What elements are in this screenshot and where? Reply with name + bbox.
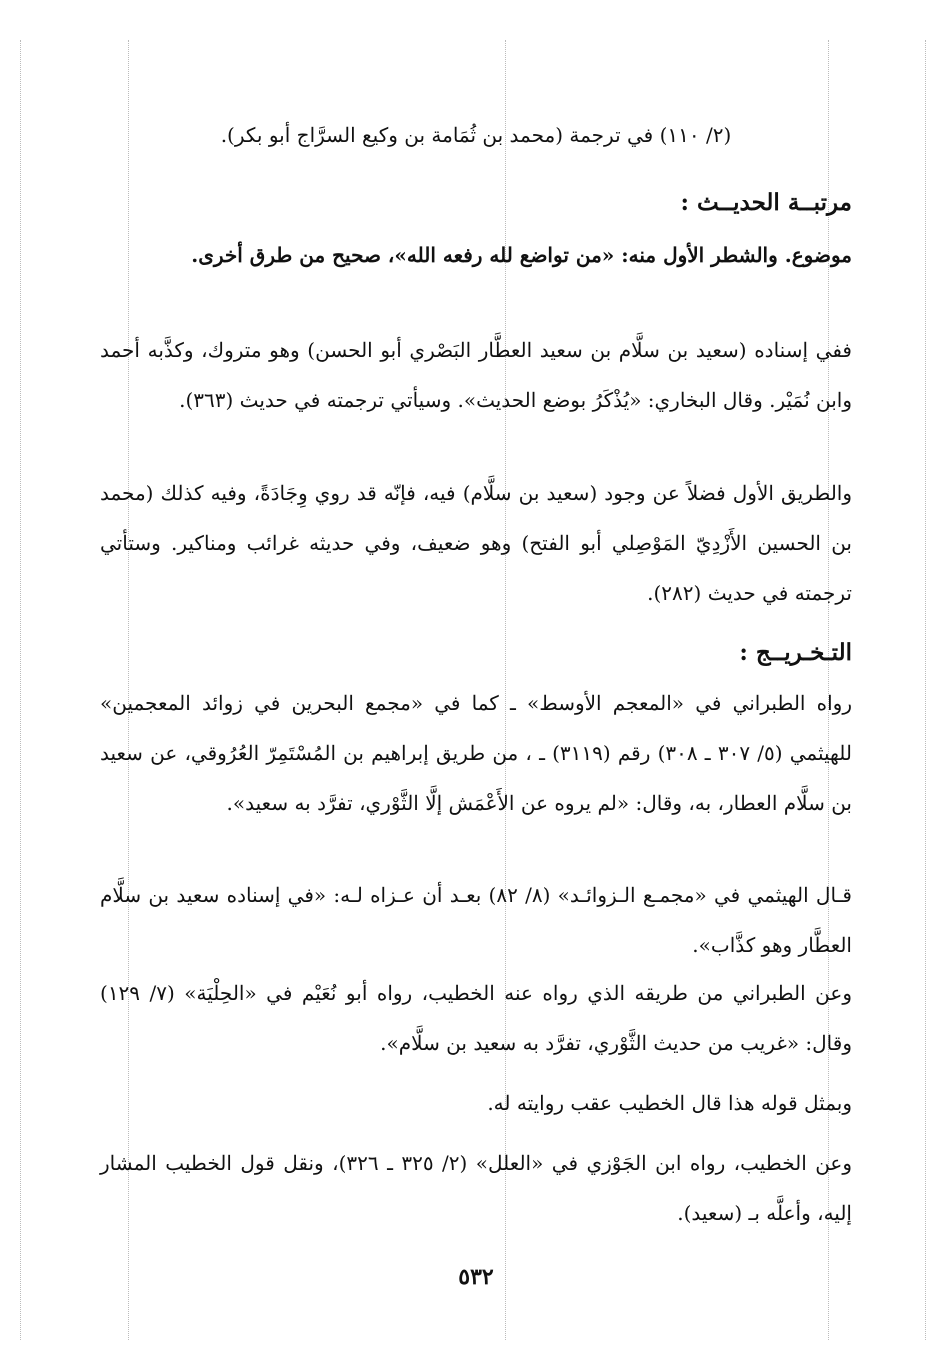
paragraph-first-route: والطريق الأول فضلاً عن وجود (سعيد بن سلَّام) فيه، فإنّه قد روي وِجَادَةً، وفيه كذلك (محمد بن الحسين الأَزْدِيّ المَوْصِلي أبو الفتح) وهو ضعيف، وفي حديثه غرائب ومناكير. وستأتي ترجمته في حديث (٢٨٢). <box>100 481 852 605</box>
page-number: ٥٣٢ <box>458 1264 494 1290</box>
rank-statement: موضوع. والشطر الأول منه: «من تواضع لله رفعه الله»، صحيح من طرق أخرى. <box>191 243 852 267</box>
intro-line: (٢/ ١١٠) في ترجمة (محمد بن ثُمَامة بن وكيع السرَّاج أبو بكر). <box>220 123 732 147</box>
left-margin-dots <box>20 40 21 1340</box>
paragraph-khatib-note: وبمثل قوله هذا قال الخطيب عقب روايته له. <box>487 1091 852 1115</box>
heading-takhrij: التـخـريــج : <box>739 639 852 666</box>
paragraph-tabarani: رواه الطبراني في «المعجم الأوسط» ـ كما في «مجمع البحرين في زوائد المعجمين» للهيثمي (٥/ ٣٠٧ ـ ٣٠٨) رقم (٣١١٩) ـ ، من طريق إبراهيم بن المُسْتَمِرّ العُرُوقي، عن سعيد بن سلَّام العطار، به، وقال: «لم يروه عن الأَعْمَش إلَّا الثَّوْري، تفرَّد به سعيد». <box>100 691 852 815</box>
right-margin-dots <box>925 40 926 1340</box>
paragraph-abu-nuaym: وعن الطبراني من طريقه الذي رواه عنه الخطيب، رواه أبو نُعَيْم في «الحِلْيَة» (٧/ ١٢٩) وقال: «غريب من حديث الثَّوْري، تفرَّد به سعيد بن سلَّام». <box>100 981 852 1055</box>
paragraph-ibn-jawzi: وعن الخطيب، رواه ابن الجَوْزي في «العلل» (٢/ ٣٢٥ ـ ٣٢٦)، ونقل قول الخطيب المشار إليه، وأعلَّه بـ (سعيد). <box>100 1151 853 1225</box>
paragraph-haythami: قـال الهيثمي في «مجمـع الـزوائـد» (٨/ ٨٢) بعـد أن عـزاه لـه: «في إسناده سعيد بن سلَّام العطَّار وهو كذَّاب». <box>100 883 852 957</box>
paragraph-isnad: ففي إسناده (سعيد بن سلَّام بن سعيد العطَّار البَصْري أبو الحسن) وهو متروك، وكذَّبه أحمد وابن نُمَيْر. وقال البخاري: «يُذْكَرُ بوضع الحديث». وسيأتي ترجمته في حديث (٣٦٣). <box>100 338 852 412</box>
heading-hadith-rank: مرتبــة الحديــث : <box>680 189 852 216</box>
